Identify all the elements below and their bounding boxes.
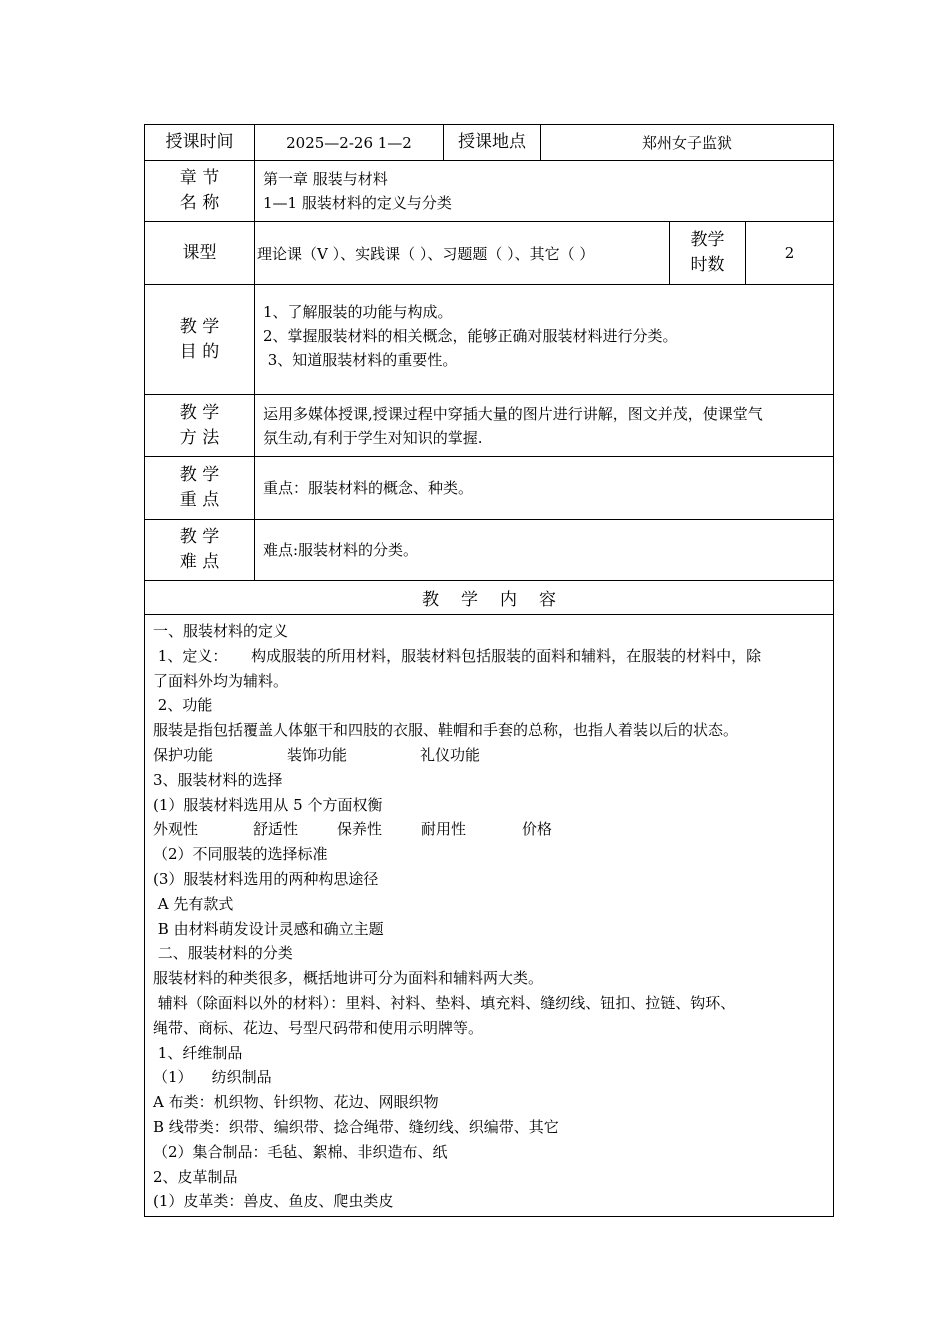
method-label (145, 395, 255, 457)
focus-row (145, 457, 834, 520)
difficulty-label (145, 520, 255, 581)
content-line: 二、服装材料的分类 (153, 944, 293, 963)
course-type-label: 课型 (145, 222, 255, 285)
aspect-durability: 耐用性 (421, 820, 467, 839)
content-line: 辅料（除面料以外的材料）：里料、衬料、垫料、填充料、缝纫线、钮扣、拉链、钩环、 (153, 993, 736, 1012)
functions-row (153, 743, 827, 768)
chapter-label-line1: 章 节 (179, 168, 220, 188)
method-label-line2: 方 法 (179, 427, 220, 448)
content-row (145, 615, 834, 1217)
course-type-value: 理论课（Ⅴ ）、实践课（ ）、习题题（ ）、其它（ ） (255, 222, 670, 285)
method-row (145, 395, 834, 457)
function-decor: 装饰功能 (287, 745, 348, 764)
lesson-plan-table (144, 124, 834, 1217)
content-header: 教学内容 (145, 581, 834, 615)
objective-item-3: 3、知道服装材料的重要性。 (263, 351, 458, 369)
content-line: 2、功能 (153, 696, 213, 715)
objective-item-2: 2、掌握服装材料的相关概念，能够正确对服装材料进行分类。 (263, 327, 678, 345)
aspects-row (153, 817, 827, 842)
content-body (145, 615, 834, 1217)
chapter-line1: 第一章 服装与材料 (263, 170, 388, 188)
chapter-line2: 1—1 服装材料的定义与分类 (263, 194, 452, 212)
aspect-price: 价格 (522, 820, 553, 839)
function-etiquette: 礼仪功能 (420, 745, 481, 764)
method-line1: 运用多媒体授课,授课过程中穿插大量的图片进行讲解，图文并茂，使课堂气 (263, 404, 763, 423)
hours-label-line1: 教学 (690, 230, 725, 250)
chapter-value (255, 161, 834, 222)
content-line: 1、纤维制品 (153, 1043, 243, 1062)
hours-label-line2: 时数 (690, 255, 725, 275)
focus-label (145, 457, 255, 520)
chapter-label (145, 161, 255, 222)
content-line: A 布类：机织物、针织物、花边、网眼织物 (153, 1093, 439, 1112)
header-row (145, 125, 834, 161)
objectives-label (145, 285, 255, 395)
content-line: 服装是指包括覆盖人体躯干和四肢的衣服、鞋帽和手套的总称，也指人着装以后的状态。 (153, 721, 739, 740)
aspect-care: 保养性 (337, 820, 383, 839)
content-line: 1、定义： 构成服装的所用材料，服装材料包括服装的面料和辅料，在服装的材料中，除 (153, 646, 762, 665)
objective-item-1: 1、了解服装的功能与构成。 (263, 303, 453, 321)
method-line2: 氛生动,有利于学生对知识的掌握. (263, 428, 483, 447)
function-protect: 保护功能 (153, 745, 214, 764)
time-value: 2025—2-26 1—2 (255, 125, 444, 161)
content-line: B 由材料萌发设计灵感和确立主题 (153, 919, 384, 938)
content-line: A 先有款式 (153, 894, 234, 913)
hours-label (670, 222, 746, 285)
content-line: 了面料外均为辅料。 (153, 671, 289, 690)
place-label: 授课地点 (444, 125, 541, 161)
objectives-label-line1: 教 学 (179, 316, 220, 337)
place-value: 郑州女子监狱 (541, 125, 834, 161)
focus-label-line2: 重 点 (179, 490, 220, 510)
content-line: (3）服装材料选用的两种构思途径 (153, 869, 379, 888)
difficulty-label-line2: 难 点 (179, 552, 220, 572)
objectives-row (145, 285, 834, 395)
content-line: 3、服装材料的选择 (153, 770, 283, 789)
aspect-comfort: 舒适性 (253, 820, 299, 839)
objectives-value (255, 285, 834, 395)
aspect-appearance: 外观性 (153, 820, 199, 839)
content-line: （1） 纺织制品 (153, 1068, 272, 1087)
objectives-label-line2: 目 的 (179, 341, 220, 362)
content-line: (1）皮革类：兽皮、鱼皮、爬虫类皮 (153, 1192, 394, 1211)
method-value (255, 395, 834, 457)
method-label-line1: 教 学 (179, 402, 220, 423)
content-header-row (145, 581, 834, 615)
chapter-label-line2: 名 称 (179, 193, 220, 213)
difficulty-row (145, 520, 834, 581)
difficulty-value: 难点:服装材料的分类。 (255, 520, 834, 581)
content-line: 2、皮革制品 (153, 1167, 238, 1186)
difficulty-label-line1: 教 学 (179, 527, 220, 547)
content-line: （2）集合制品：毛毡、絮棉、非织造布、纸 (153, 1142, 448, 1161)
chapter-row (145, 161, 834, 222)
content-line: B 线带类：织带、编织带、捻合绳带、缝纫线、织编带、其它 (153, 1117, 559, 1136)
content-line: （2）不同服装的选择标准 (153, 845, 328, 864)
content-line: 一、服装材料的定义 (153, 622, 289, 640)
content-line: 绳带、商标、花边、号型尺码带和使用示明牌等。 (153, 1018, 484, 1037)
course-type-row (145, 222, 834, 285)
content-line: 服装材料的种类很多，概括地讲可分为面料和辅料两大类。 (153, 969, 544, 988)
focus-label-line1: 教 学 (179, 465, 220, 485)
content-line: (1）服装材料选用从 5 个方面权衡 (153, 795, 383, 814)
hours-value: 2 (746, 222, 834, 285)
focus-value: 重点：服装材料的概念、种类。 (255, 457, 834, 520)
time-label: 授课时间 (145, 125, 255, 161)
